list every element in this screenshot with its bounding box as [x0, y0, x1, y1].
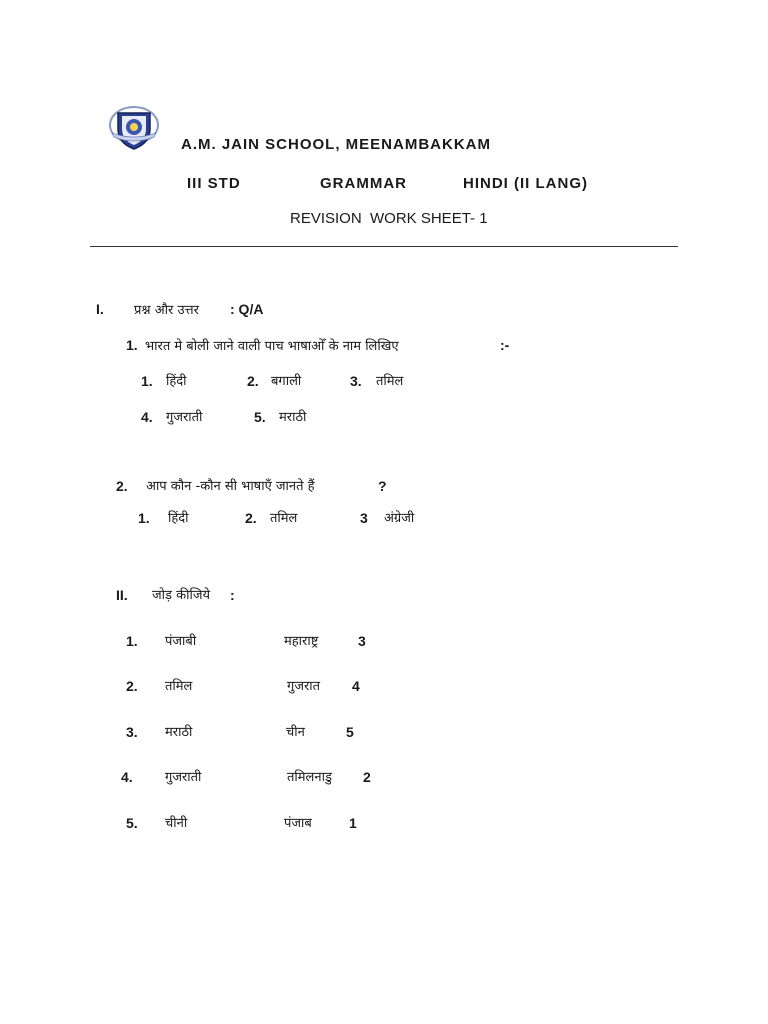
header-divider	[90, 246, 678, 247]
q1-answer-text: बगाली	[271, 374, 302, 389]
match-answer: 5	[346, 724, 354, 740]
question-2-number: 2.	[116, 478, 128, 494]
class-label: III STD	[187, 175, 241, 192]
school-crest-logo	[108, 99, 160, 151]
match-answer: 4	[352, 678, 360, 694]
match-right-item: तमिलनाडु	[287, 770, 332, 785]
school-name: A.M. JAIN SCHOOL, MEENAMBAKKAM	[181, 136, 491, 153]
q1-answer-text: हिंदी	[166, 374, 187, 389]
worksheet-title: REVISION WORK SHEET- 1	[290, 210, 488, 227]
section-2-title: जोड़ कीजिये	[152, 588, 211, 603]
q1-answer-number: 1.	[141, 373, 153, 389]
match-left-item: मराठी	[165, 725, 193, 740]
q1-answer-number: 2.	[247, 373, 259, 389]
question-1-number: 1.	[126, 337, 138, 353]
q2-answer-number: 2.	[245, 510, 257, 526]
question-2-text: आप कौन -कौन सी भाषाएँ जानते हैं	[146, 479, 315, 494]
match-right-item: पंजाब	[284, 816, 312, 831]
match-left-item: तमिल	[165, 679, 193, 694]
match-row-number: 2.	[126, 678, 138, 694]
q2-answer-text: अंग्रेजी	[384, 511, 415, 526]
match-right-item: चीन	[286, 725, 305, 740]
q1-answer-text: तमिल	[376, 374, 404, 389]
q2-answer-number: 1.	[138, 510, 150, 526]
section-2-colon: :	[230, 587, 235, 603]
question-1-suffix: :-	[500, 337, 510, 353]
section-2-numeral: II.	[116, 587, 128, 603]
q1-answer-text: मराठी	[279, 410, 307, 425]
question-1-text: भारत मे बोली जाने वाली पाच भाषाओँ के नाम लिखिए	[145, 339, 399, 354]
question-2-suffix: ?	[378, 478, 387, 494]
q2-answer-text: तमिल	[270, 511, 298, 526]
q1-answer-number: 4.	[141, 409, 153, 425]
section-1-qa: : Q/A	[230, 301, 264, 317]
match-row-number: 5.	[126, 815, 138, 831]
section-1-numeral: I.	[96, 301, 104, 317]
q1-answer-number: 3.	[350, 373, 362, 389]
q1-answer-text: गुजराती	[166, 410, 203, 425]
q1-answer-number: 5.	[254, 409, 266, 425]
match-answer: 1	[349, 815, 357, 831]
match-answer: 3	[358, 633, 366, 649]
match-left-item: गुजराती	[165, 770, 202, 785]
subject-label: GRAMMAR	[320, 175, 407, 192]
match-right-item: महाराष्ट्र	[284, 634, 319, 649]
q2-answer-number: 3	[360, 510, 368, 526]
language-label: HINDI (II LANG)	[463, 175, 588, 192]
match-right-item: गुजरात	[287, 679, 321, 694]
match-row-number: 3.	[126, 724, 138, 740]
match-answer: 2	[363, 769, 371, 785]
match-left-item: पंजाबी	[165, 634, 197, 649]
section-1-title: प्रश्न और उत्तर	[134, 303, 199, 318]
match-row-number: 4.	[121, 769, 133, 785]
match-row-number: 1.	[126, 633, 138, 649]
match-left-item: चीनी	[165, 816, 188, 831]
q2-answer-text: हिंदी	[168, 511, 189, 526]
